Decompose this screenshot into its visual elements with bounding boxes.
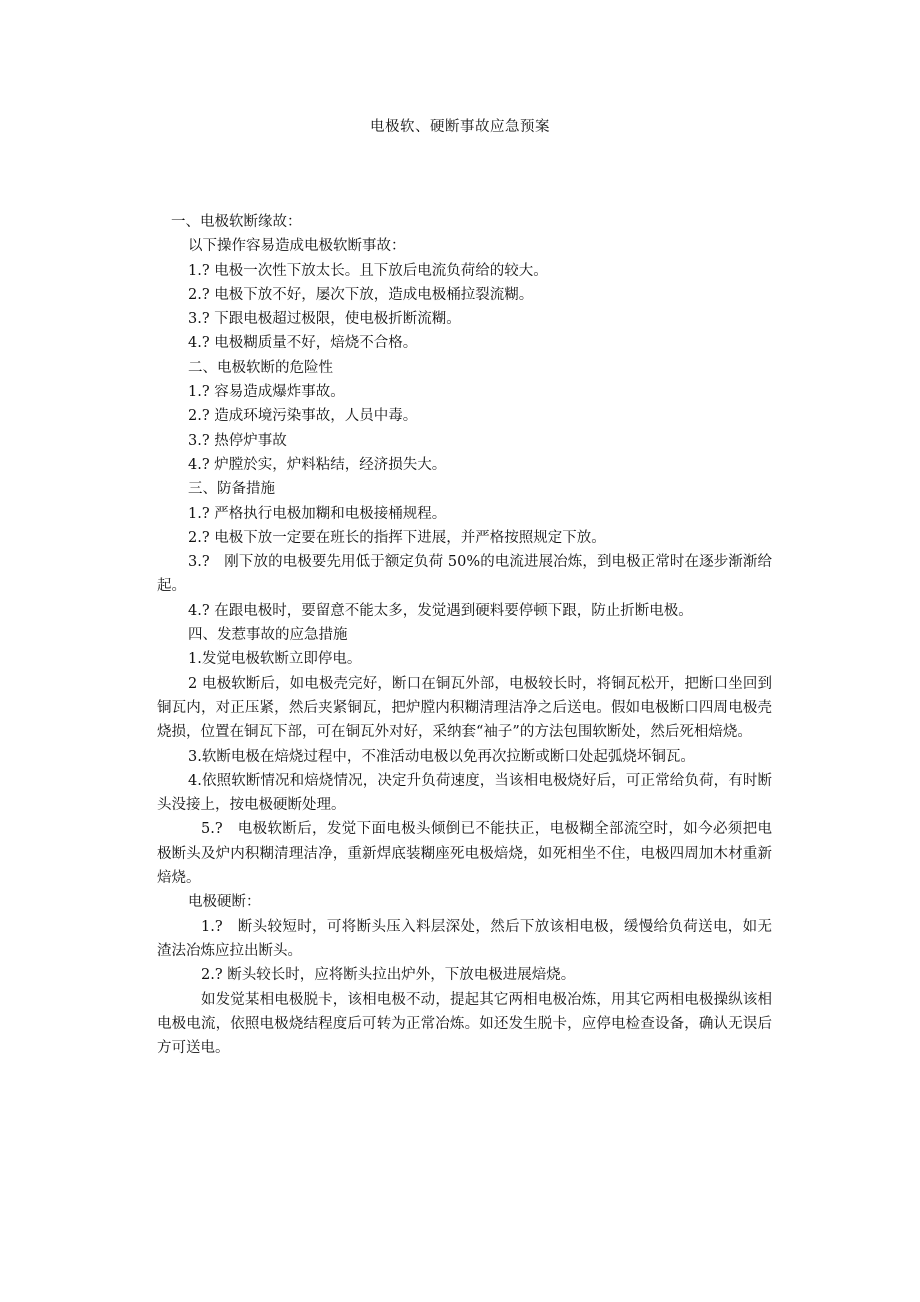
paragraph: 如发觉某相电极脱卡，该相电极不动，提起其它两相电极冶炼，用其它两相电极操纵该相电极电流，依照电极烧结程度后可转为正常冶炼。如还发生脱卡，应停电检查设备，确认无误后方可送电。 bbox=[157, 991, 772, 1057]
list-item: 2.? 断头较长时，应将断头拉出炉外，下放电极进展焙烧。 bbox=[201, 967, 576, 984]
list-item: 2 电极软断后，如电极壳完好，断口在铜瓦外部，电极较长时，将铜瓦松开，把断口坐回到铜瓦内，对正压紧，然后夹紧铜瓦，把炉膛内积糊清理洁净之后送电。假如电极断口四周电极壳烧损，位置在铜瓦下部，可在铜瓦外对好，采纳套“袖子”的方法包围软断处，然后死相焙烧。 bbox=[157, 675, 772, 741]
list-item: 3.? 下跟电极超过极限，使电极折断流糊。 bbox=[188, 311, 461, 328]
subsection-heading: 电极硬断： bbox=[188, 894, 261, 911]
list-item: 2.? 造成环境污染事故，人员中毒。 bbox=[188, 408, 418, 425]
list-item: 4.? 在跟电极时，要留意不能太多，发觉遇到硬料要停顿下跟，防止折断电极。 bbox=[188, 602, 693, 619]
paragraph: 以下操作容易造成电极软断事故： bbox=[188, 238, 406, 255]
section-heading-2: 二、电极软断的危险性 bbox=[188, 359, 333, 376]
list-item: 4.? 炉膛於实，炉料粘结，经济损失大。 bbox=[188, 456, 447, 473]
list-item: 4.? 电极糊质量不好，焙烧不合格。 bbox=[188, 335, 418, 352]
section-heading-4: 四、发惹事故的应急措施 bbox=[188, 627, 348, 644]
list-item: 1.? 断头较短时，可将断头压入料层深处，然后下放该相电极，缓慢给负荷送电，如无渣法冶炼应拉出断头。 bbox=[157, 918, 772, 959]
document-title: 电极软、硬断事故应急预案 bbox=[370, 119, 550, 135]
list-item: 2.? 电极下放不好，屡次下放，造成电极桶拉裂流糊。 bbox=[188, 286, 534, 303]
list-item: 1.? 电极一次性下放太长。且下放后电流负荷给的较大。 bbox=[188, 262, 548, 279]
document-body bbox=[157, 210, 772, 1060]
list-item: 3.? 刚下放的电极要先用低于额定负荷 50%的电流进展冶炼，到电极正常时在逐步渐渐给起。 bbox=[157, 554, 772, 595]
section-heading-1: 一、电极软断缘故： bbox=[171, 214, 302, 230]
list-item: 3.软断电极在焙烧过程中，不准活动电极以免再次拉断或断口处起弧烧坏铜瓦。 bbox=[188, 748, 695, 765]
list-item: 1.发觉电极软断立即停电。 bbox=[188, 651, 362, 668]
list-item: 5.? 电极软断后，发觉下面电极头倾倒已不能扶正，电极糊全部流空时，如今必须把电极断头及炉内积糊清理洁净，重新焊底装糊座死电极焙烧，如死相坐不住，电极四周加木材重新焙烧。 bbox=[157, 821, 772, 887]
list-item: 4.依照软断情况和焙烧情况，决定升负荷速度，当该相电极烧好后，可正常给负荷，有时断头没接上，按电极硬断处理。 bbox=[157, 772, 772, 814]
list-item: 1.? 容易造成爆炸事故。 bbox=[188, 384, 345, 401]
list-item: 1.? 严格执行电极加糊和电极接桶规程。 bbox=[188, 505, 447, 522]
list-item: 2.? 电极下放一定要在班长的指挥下进展，并严格按照规定下放。 bbox=[188, 529, 606, 546]
section-heading-3: 三、防备措施 bbox=[188, 481, 275, 498]
list-item: 3.? 热停炉事故 bbox=[188, 432, 287, 449]
